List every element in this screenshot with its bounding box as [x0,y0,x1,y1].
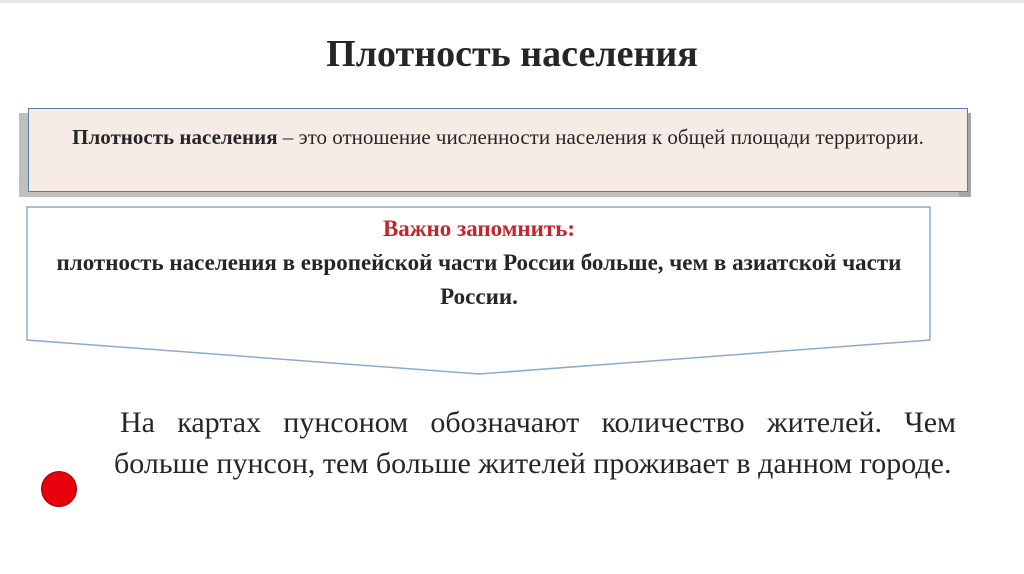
red-circle-marker-icon [41,471,77,507]
remember-content [24,212,934,314]
definition-text: – это отношение численности населения к общей площади территории. [277,125,924,149]
map-note-text: На картах пунсоном обозначают количество жителей. Чем больше пунсон, тем больше жителей проживает в данном городе. [114,406,956,480]
remember-heading: Важно запомнить: [382,216,576,241]
page-title: Плотность населения [326,33,698,75]
remember-text: плотность населения в европейской части России больше, чем в азиатской части России. [56,250,902,309]
top-divider [0,0,1024,3]
definition-box [28,108,968,192]
definition-term: Плотность населения [72,125,278,149]
remember-callout [24,206,934,378]
